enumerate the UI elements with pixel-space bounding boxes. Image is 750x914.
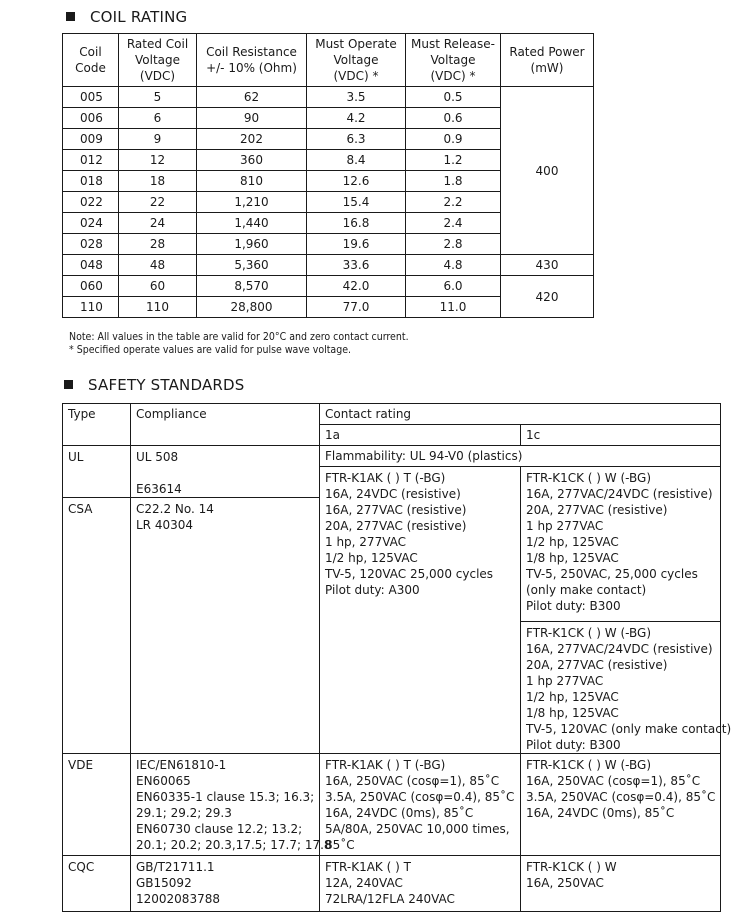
cell-resistance: 62 (197, 87, 307, 108)
cell-operate-voltage: 12.6 (307, 171, 406, 192)
header-must-release-voltage: Must Release- Voltage (VDC) * (406, 34, 501, 87)
cell-resistance: 90 (197, 108, 307, 129)
cell-rated-voltage: 18 (119, 171, 197, 192)
cell-resistance: 202 (197, 129, 307, 150)
cell-release-voltage: 0.9 (406, 129, 501, 150)
cell-operate-voltage: 33.6 (307, 255, 406, 276)
header-type: Type (63, 404, 131, 446)
safety-row-ul (63, 446, 721, 467)
cell-release-voltage: 11.0 (406, 297, 501, 318)
cell-operate-voltage: 3.5 (307, 87, 406, 108)
cell-operate-voltage: 19.6 (307, 234, 406, 255)
cell-coil-code: 006 (63, 108, 119, 129)
coil-rating-table (62, 33, 594, 318)
cell-rated-power-430: 430 (501, 255, 594, 276)
cell-rated-voltage: 12 (119, 150, 197, 171)
cell-resistance: 5,360 (197, 255, 307, 276)
cell-compliance-ul: UL 508 E63614 (131, 446, 320, 498)
cell-coil-code: 022 (63, 192, 119, 213)
cell-coil-code: 024 (63, 213, 119, 234)
cell-coil-code: 012 (63, 150, 119, 171)
cell-resistance: 28,800 (197, 297, 307, 318)
cell-operate-voltage: 6.3 (307, 129, 406, 150)
coil-rating-heading (66, 8, 187, 26)
cell-operate-voltage: 16.8 (307, 213, 406, 234)
cell-release-voltage: 2.8 (406, 234, 501, 255)
cell-release-voltage: 4.8 (406, 255, 501, 276)
table-row (63, 276, 594, 297)
coil-note-pulse: * Specified operate values are valid for pulse wave voltage. (69, 344, 352, 356)
cell-resistance: 8,570 (197, 276, 307, 297)
safety-row-cqc (63, 856, 721, 912)
cell-coil-code: 110 (63, 297, 119, 318)
cell-release-voltage: 0.6 (406, 108, 501, 129)
cell-compliance-cqc: GB/T21711.1 GB15092 12002083788 (131, 856, 320, 912)
header-rated-power: Rated Power (mW) (501, 34, 594, 87)
cell-rated-voltage: 24 (119, 213, 197, 234)
cell-release-voltage: 0.5 (406, 87, 501, 108)
table-row (63, 255, 594, 276)
cell-compliance-vde: IEC/EN61810-1 EN60065 EN60335-1 clause 15.3; 16.3; 29.1; 29.2; 29.3 EN60730 clause 12.2; 13.2; 20.1; 20.2; 20.3,17.5; 17.7; 17.8 (131, 754, 320, 856)
cell-rated-voltage: 5 (119, 87, 197, 108)
cell-release-voltage: 1.8 (406, 171, 501, 192)
cell-cqc-1c-rating: FTR-K1CK ( ) W 16A, 250VAC (521, 856, 721, 912)
cell-operate-voltage: 42.0 (307, 276, 406, 297)
cell-rated-power-400: 400 (501, 87, 594, 255)
cell-resistance: 1,960 (197, 234, 307, 255)
cell-resistance: 1,440 (197, 213, 307, 234)
safety-row-vde (63, 754, 721, 856)
header-coil-resistance: Coil Resistance +/- 10% (Ohm) (197, 34, 307, 87)
cell-coil-code: 028 (63, 234, 119, 255)
cell-coil-code: 018 (63, 171, 119, 192)
cell-rated-voltage: 28 (119, 234, 197, 255)
coil-rating-title: COIL RATING (90, 8, 188, 26)
cell-cqc-1a-rating: FTR-K1AK ( ) T 12A, 240VAC 72LRA/12FLA 240VAC (320, 856, 521, 912)
cell-release-voltage: 2.2 (406, 192, 501, 213)
header-must-operate-voltage: Must Operate Voltage (VDC) * (307, 34, 406, 87)
cell-release-voltage: 6.0 (406, 276, 501, 297)
cell-coil-code: 060 (63, 276, 119, 297)
cell-operate-voltage: 8.4 (307, 150, 406, 171)
cell-ul-csa-1c-rating-a: FTR-K1CK ( ) W (-BG) 16A, 277VAC/24VDC (resistive) 20A, 277VAC (resistive) 1 hp 277VAC 1/2 hp, 125VAC 1/8 hp, 125VAC TV-5, 250VAC, 25,000 cycles (only make contact) Pilot duty: B300 (521, 467, 721, 622)
cell-type-vde: VDE (63, 754, 131, 856)
safety-standards-table (62, 403, 732, 912)
coil-table-header-row (63, 34, 594, 87)
cell-release-voltage: 2.4 (406, 213, 501, 234)
header-1c: 1c (521, 425, 721, 446)
cell-type-ul: UL (63, 446, 131, 498)
cell-rated-voltage: 22 (119, 192, 197, 213)
cell-resistance: 1,210 (197, 192, 307, 213)
cell-flammability: Flammability: UL 94-V0 (plastics) (320, 446, 721, 467)
cell-vde-1a-rating: FTR-K1AK ( ) T (-BG) 16A, 250VAC (cosφ=1), 85˚C 3.5A, 250VAC (cosφ=0.4), 85˚C 16A, 24VDC (0ms), 85˚C 5A/80A, 250VAC 10,000 times, 85˚C (320, 754, 521, 856)
square-bullet-icon (66, 12, 75, 21)
header-1a: 1a (320, 425, 521, 446)
cell-resistance: 810 (197, 171, 307, 192)
cell-coil-code: 009 (63, 129, 119, 150)
cell-operate-voltage: 77.0 (307, 297, 406, 318)
cell-rated-voltage: 110 (119, 297, 197, 318)
cell-operate-voltage: 15.4 (307, 192, 406, 213)
cell-operate-voltage: 4.2 (307, 108, 406, 129)
cell-rated-power-420: 420 (501, 276, 594, 318)
header-compliance: Compliance (131, 404, 320, 446)
table-row (63, 87, 594, 108)
cell-vde-1c-rating: FTR-K1CK ( ) W (-BG) 16A, 250VAC (cosφ=1), 85˚C 3.5A, 250VAC (cosφ=0.4), 85˚C 16A, 24VDC (0ms), 85˚C (521, 754, 721, 856)
cell-rated-voltage: 60 (119, 276, 197, 297)
coil-note-temperature: Note: All values in the table are valid for 20°C and zero contact current. (69, 331, 409, 343)
cell-rated-voltage: 6 (119, 108, 197, 129)
header-coil-code: Coil Code (63, 34, 119, 87)
header-rated-coil-voltage: Rated Coil Voltage (VDC) (119, 34, 197, 87)
cell-type-csa: CSA (63, 498, 131, 754)
header-contact-rating: Contact rating (320, 404, 721, 425)
cell-rated-voltage: 48 (119, 255, 197, 276)
cell-release-voltage: 1.2 (406, 150, 501, 171)
safety-standards-heading (64, 376, 245, 394)
cell-compliance-csa: C22.2 No. 14 LR 40304 (131, 498, 320, 754)
cell-resistance: 360 (197, 150, 307, 171)
cell-coil-code: 005 (63, 87, 119, 108)
cell-type-cqc: CQC (63, 856, 131, 912)
cell-coil-code: 048 (63, 255, 119, 276)
cell-ul-csa-1c-rating-b: FTR-K1CK ( ) W (-BG) 16A, 277VAC/24VDC (resistive) 20A, 277VAC (resistive) 1 hp 277VAC 1/2 hp, 125VAC 1/8 hp, 125VAC TV-5, 120VAC (only make contact) Pilot duty: B300 (521, 622, 721, 754)
cell-rated-voltage: 9 (119, 129, 197, 150)
cell-ul-csa-1a-rating: FTR-K1AK ( ) T (-BG) 16A, 24VDC (resistive) 16A, 277VAC (resistive) 20A, 277VAC (resistive) 1 hp, 277VAC 1/2 hp, 125VAC TV-5, 120VAC 25,000 cycles Pilot duty: A300 (320, 467, 521, 754)
square-bullet-icon (64, 380, 73, 389)
safety-standards-title: SAFETY STANDARDS (88, 376, 245, 394)
safety-header-row (63, 404, 721, 425)
